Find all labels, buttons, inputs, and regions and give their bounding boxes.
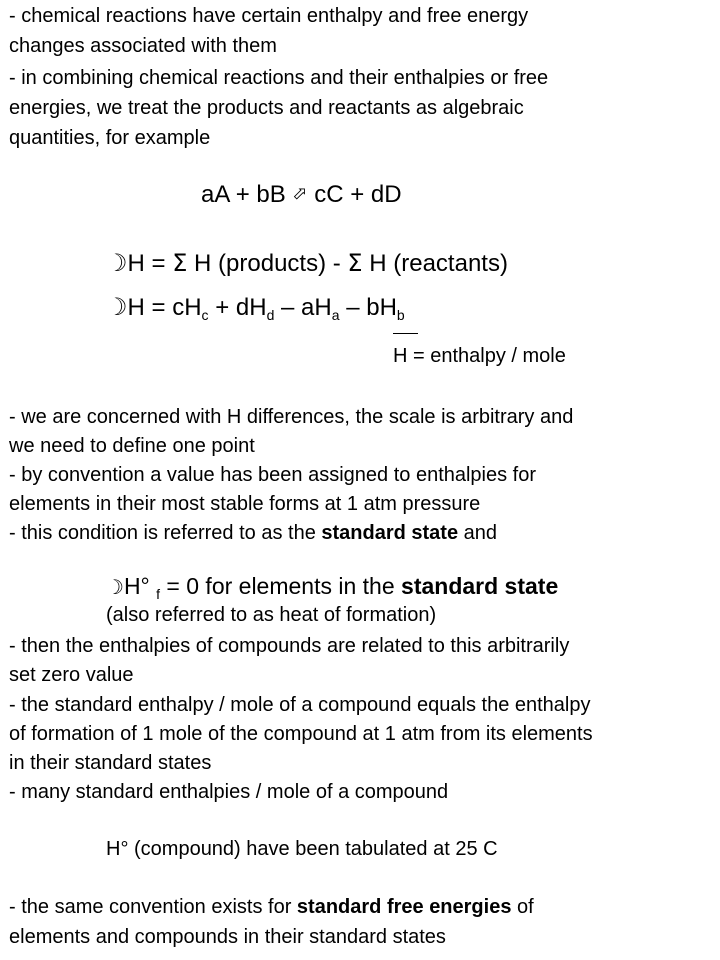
eq3-subscript: f — [156, 586, 161, 602]
overbar-line — [393, 333, 418, 334]
eq1-reactants: H (reactants) — [362, 250, 508, 277]
text-span: - this condition is referred to as the — [9, 522, 322, 544]
tabulated-line: H° (compound) have been tabulated at 25 C — [106, 838, 498, 860]
eq2-term: + dH — [208, 294, 267, 321]
eq3-h: H° — [123, 573, 157, 599]
text-span: and — [458, 522, 498, 544]
eq2-subscript: b — [396, 307, 405, 323]
delta-symbol-icon: ☽ — [106, 249, 128, 277]
bold-term: standard free energies — [296, 896, 512, 918]
eq1-h: H = — [127, 250, 173, 277]
delta-symbol-icon: ☽ — [106, 293, 128, 321]
text-line: - we are concerned with H differences, the scale is arbitrary and — [9, 406, 574, 428]
text-line: of formation of 1 mole of the compound at 1 atm from its elements — [9, 723, 593, 745]
heat-of-formation-note: (also referred to as heat of formation) — [106, 604, 437, 626]
text-line: - chemical reactions have certain enthalpy and free energy — [9, 5, 529, 27]
enthalpy-note: H = enthalpy / mole — [393, 345, 566, 367]
text-line: - the standard enthalpy / mole of a compound equals the enthalpy — [9, 694, 591, 716]
reaction-equation — [201, 181, 402, 209]
reaction-arrow-icon: ⬀ — [292, 183, 308, 204]
standard-state-line — [9, 519, 497, 547]
standard-state-equation — [106, 573, 558, 600]
eq2-subscript: c — [201, 307, 209, 323]
bold-term: standard state — [401, 573, 559, 599]
text-line: changes associated with them — [9, 35, 277, 57]
reaction-lhs: aA + bB — [201, 181, 286, 208]
sigma-symbol-icon: Σ — [347, 249, 363, 277]
text-line: elements and compounds in their standard states — [9, 926, 446, 948]
eq1-products: H (products) - — [187, 250, 348, 277]
eq2-subscript: a — [331, 307, 340, 323]
text-line: - then the enthalpies of compounds are related to this arbitrarily — [9, 635, 570, 657]
text-line: - many standard enthalpies / mole of a compound — [9, 781, 449, 803]
text-span: - the same convention exists for — [9, 896, 297, 918]
delta-symbol-icon: ☽ — [106, 575, 124, 599]
text-line: set zero value — [9, 664, 134, 686]
text-line: quantities, for example — [9, 127, 211, 149]
text-line: we need to define one point — [9, 435, 255, 457]
text-line: in their standard states — [9, 752, 212, 774]
eq2-subscript: d — [266, 307, 275, 323]
text-span: of — [511, 896, 534, 918]
sigma-symbol-icon: Σ — [172, 249, 188, 277]
enthalpy-sum-equation — [106, 249, 508, 278]
eq2-term: – aH — [274, 294, 332, 321]
bold-term: standard state — [321, 522, 459, 544]
text-line: energies, we treat the products and reactants as algebraic — [9, 97, 524, 119]
eq2-term: – bH — [339, 294, 397, 321]
text-line: - in combining chemical reactions and their enthalpies or free — [9, 67, 549, 89]
text-line: - by convention a value has been assigned to enthalpies for — [9, 464, 537, 486]
reaction-rhs: cC + dD — [314, 181, 402, 208]
text-line: elements in their most stable forms at 1 atm pressure — [9, 493, 481, 515]
eq3-text: = 0 for elements in the — [160, 573, 402, 599]
enthalpy-coefficient-equation — [106, 293, 405, 322]
eq2-term: H = cH — [127, 294, 202, 321]
free-energy-line — [9, 893, 534, 921]
